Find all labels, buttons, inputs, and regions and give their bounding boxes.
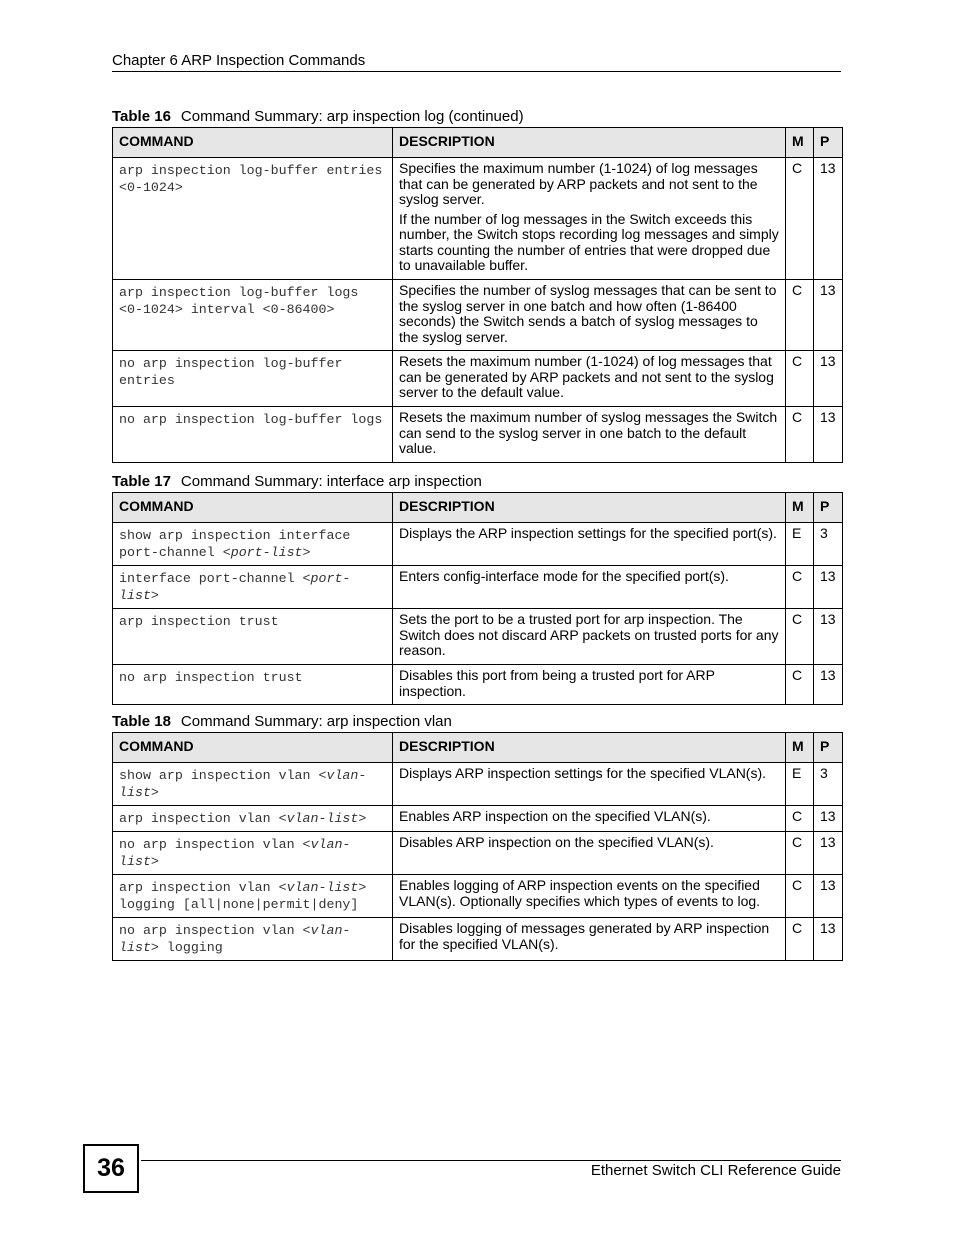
command-text: > logging [all|none|permit|deny] (119, 880, 367, 912)
command-cell: no arp inspection log-buffer entries (113, 351, 393, 407)
col-command: COMMAND (113, 128, 393, 158)
table-18-label: Table 18 (112, 713, 171, 730)
mode-cell: C (786, 806, 814, 832)
command-cell (113, 566, 393, 609)
table-row (113, 280, 843, 351)
table-row (113, 806, 843, 832)
mode-cell: C (786, 832, 814, 875)
privilege-cell: 13 (814, 806, 843, 832)
command-variable: vlan-list (286, 811, 359, 826)
table-16-title: Command Summary: arp inspection log (continued) (180, 108, 524, 125)
privilege-cell: 13 (814, 351, 843, 407)
command-cell (113, 806, 393, 832)
table-header-row (113, 493, 843, 523)
description-cell (393, 351, 786, 407)
command-text: > (150, 785, 159, 800)
command-cell: arp inspection log-buffer entries <0-1024> (113, 158, 393, 280)
header-divider (112, 71, 841, 72)
table-row (113, 763, 843, 806)
command-cell (113, 832, 393, 875)
mode-cell: C (786, 407, 814, 463)
col-description: DESCRIPTION (393, 733, 786, 763)
table-16-caption (112, 108, 524, 125)
table-17-title: Command Summary: interface arp inspection (180, 473, 482, 490)
command-cell: arp inspection trust (113, 609, 393, 665)
description-text: Resets the maximum number (1-1024) of log messages that can be generated by ARP packets and not sent to the syslog server to the default value. (399, 353, 774, 400)
footer-divider (141, 1160, 841, 1161)
privilege-cell: 13 (814, 918, 843, 961)
table-18-caption (112, 713, 452, 730)
description-cell: Displays ARP inspection settings for the specified VLAN(s). (393, 763, 786, 806)
col-p: P (814, 493, 843, 523)
command-text: > (150, 588, 159, 603)
command-cell: no arp inspection trust (113, 665, 393, 705)
command-text: interface port-channel < (119, 571, 311, 586)
table-row (113, 609, 843, 665)
table-17-label: Table 17 (112, 473, 171, 490)
table-18-title: Command Summary: arp inspection vlan (180, 713, 452, 730)
mode-cell: C (786, 665, 814, 705)
command-cell (113, 918, 393, 961)
command-variable: port-list (230, 545, 303, 560)
col-description: DESCRIPTION (393, 493, 786, 523)
col-p: P (814, 733, 843, 763)
command-text: > logging (150, 940, 223, 955)
command-text: > (302, 545, 311, 560)
command-text: > (150, 854, 159, 869)
command-text: no arp inspection vlan < (119, 837, 311, 852)
table-17-caption (112, 473, 482, 490)
mode-cell: C (786, 609, 814, 665)
privilege-cell: 13 (814, 280, 843, 351)
description-cell (393, 407, 786, 463)
command-cell (113, 763, 393, 806)
table-row (113, 832, 843, 875)
command-text: show arp inspection vlan < (119, 768, 327, 783)
command-variable: vlan-list (119, 768, 367, 800)
guide-title: Ethernet Switch CLI Reference Guide (590, 1162, 841, 1179)
privilege-cell: 13 (814, 832, 843, 875)
page-number: 36 (83, 1144, 139, 1193)
command-variable: vlan-list (119, 837, 351, 869)
table-row (113, 351, 843, 407)
mode-cell: C (786, 158, 814, 280)
command-text: show arp inspection interface port-channel < (119, 528, 351, 560)
table-row (113, 407, 843, 463)
col-m: M (786, 493, 814, 523)
description-cell: Enables logging of ARP inspection events on the specified VLAN(s). Optionally specifies which types of events to log. (393, 875, 786, 918)
command-cell: arp inspection log-buffer logs <0-1024> interval <0-86400> (113, 280, 393, 351)
description-cell: Enters config-interface mode for the specified port(s). (393, 566, 786, 609)
table-17 (112, 492, 843, 705)
table-16 (112, 127, 843, 463)
mode-cell: C (786, 280, 814, 351)
description-text: Resets the maximum number of syslog messages the Switch can send to the syslog server in one batch to the default value. (399, 409, 778, 456)
table-16-label: Table 16 (112, 108, 171, 125)
command-variable: port-list (119, 571, 351, 603)
description-text: If the number of log messages in the Switch exceeds this number, the Switch stops recording log messages and simply starts counting the number of entries that were dropped due to unavailable buffer. (399, 210, 779, 273)
privilege-cell: 13 (814, 566, 843, 609)
privilege-cell: 13 (814, 665, 843, 705)
privilege-cell: 13 (814, 609, 843, 665)
description-cell: Disables logging of messages generated by ARP inspection for the specified VLAN(s). (393, 918, 786, 961)
privilege-cell: 3 (814, 763, 843, 806)
command-text: no arp inspection vlan < (119, 923, 311, 938)
description-text: Specifies the number of syslog messages that can be sent to the syslog server in one batch and how often (1-86400 seconds) the Switch sends a batch of syslog messages to the syslog server. (399, 282, 777, 345)
privilege-cell: 13 (814, 407, 843, 463)
mode-cell: E (786, 763, 814, 806)
col-command: COMMAND (113, 493, 393, 523)
table-row (113, 665, 843, 705)
mode-cell: C (786, 918, 814, 961)
command-cell: no arp inspection log-buffer logs (113, 407, 393, 463)
description-cell: Displays the ARP inspection settings for the specified port(s). (393, 523, 786, 566)
command-variable: vlan-list (286, 880, 359, 895)
col-p: P (814, 128, 843, 158)
command-cell (113, 875, 393, 918)
description-cell (393, 158, 786, 280)
description-text: Specifies the maximum number (1-1024) of log messages that can be generated by ARP packets and not sent to the syslog server. (399, 160, 758, 207)
description-cell: Disables ARP inspection on the specified VLAN(s). (393, 832, 786, 875)
privilege-cell: 3 (814, 523, 843, 566)
privilege-cell: 13 (814, 158, 843, 280)
table-row (113, 523, 843, 566)
mode-cell: E (786, 523, 814, 566)
table-header-row (113, 128, 843, 158)
col-m: M (786, 733, 814, 763)
chapter-header: Chapter 6 ARP Inspection Commands (112, 52, 366, 69)
command-text: arp inspection vlan < (119, 880, 287, 895)
command-variable: vlan-list (119, 923, 351, 955)
table-18 (112, 732, 843, 961)
col-description: DESCRIPTION (393, 128, 786, 158)
mode-cell: C (786, 351, 814, 407)
privilege-cell: 13 (814, 875, 843, 918)
col-command: COMMAND (113, 733, 393, 763)
description-cell: Disables this port from being a trusted port for ARP inspection. (393, 665, 786, 705)
command-cell (113, 523, 393, 566)
command-text: arp inspection vlan < (119, 811, 287, 826)
description-cell: Sets the port to be a trusted port for arp inspection. The Switch does not discard ARP packets on trusted ports for any reason. (393, 609, 786, 665)
mode-cell: C (786, 566, 814, 609)
description-cell: Enables ARP inspection on the specified VLAN(s). (393, 806, 786, 832)
table-row (113, 875, 843, 918)
description-cell (393, 280, 786, 351)
table-row (113, 918, 843, 961)
table-row (113, 566, 843, 609)
col-m: M (786, 128, 814, 158)
table-row (113, 158, 843, 280)
table-header-row (113, 733, 843, 763)
mode-cell: C (786, 875, 814, 918)
command-text: > (358, 811, 367, 826)
